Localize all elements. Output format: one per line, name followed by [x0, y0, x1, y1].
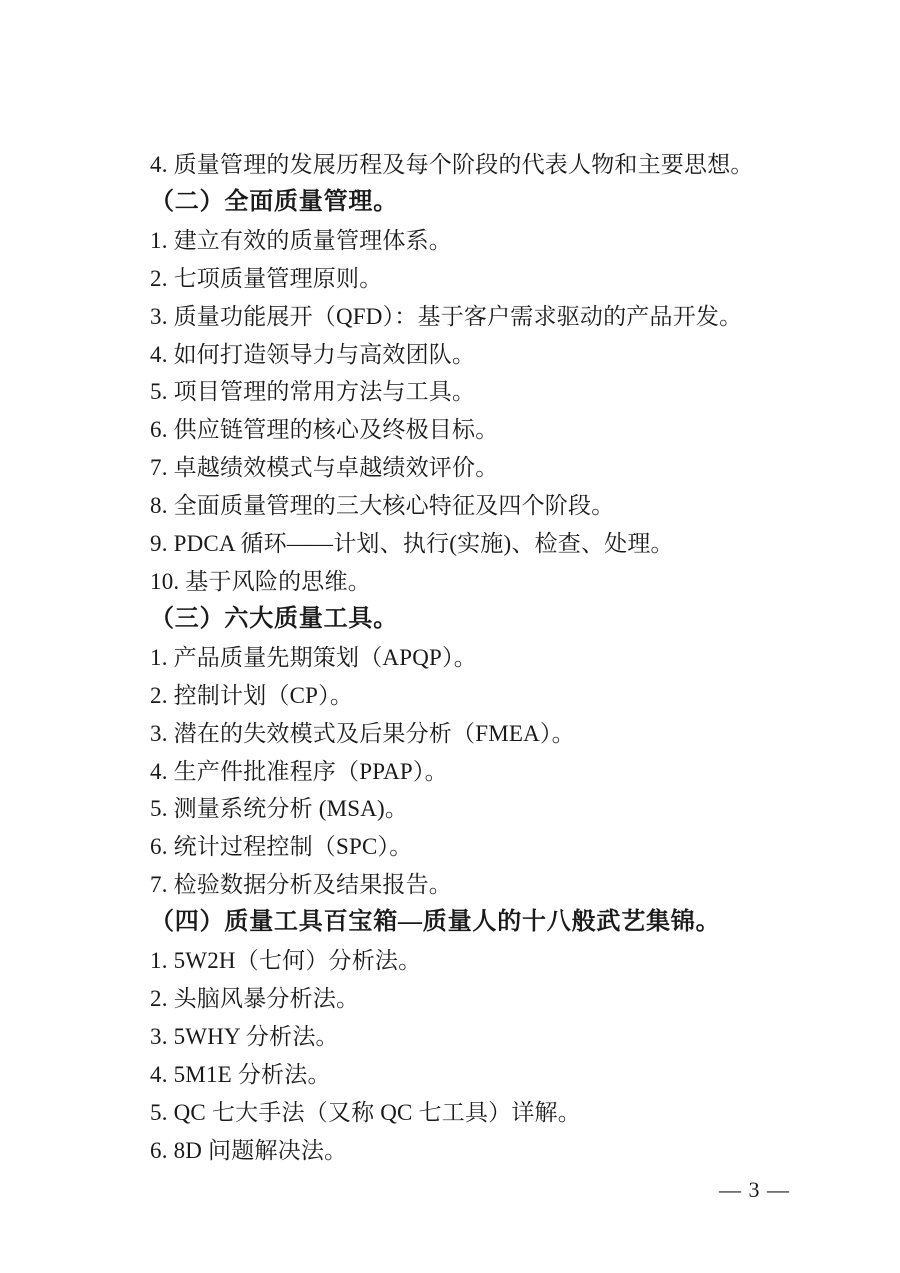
outline-item: 1. 产品质量先期策划（APQP）。	[150, 644, 477, 670]
page-number: — 3 —	[719, 1177, 790, 1202]
outline-item: 9. PDCA 循环——计划、执行(实施)、检查、处理。	[150, 531, 674, 557]
outline-item: 1. 建立有效的质量管理体系。	[150, 227, 452, 253]
outline-item: 3. 潜在的失效模式及后果分析（FMEA）。	[150, 720, 575, 746]
outline-item: 8. 全面质量管理的三大核心特征及四个阶段。	[150, 493, 615, 519]
outline-item: 6. 供应链管理的核心及终极目标。	[150, 417, 499, 443]
outline-item: 6. 8D 问题解决法。	[150, 1137, 348, 1163]
outline-item: 2. 头脑风暴分析法。	[150, 985, 360, 1011]
section-heading: （四）质量工具百宝箱—质量人的十八般武艺集锦。	[150, 909, 721, 936]
outline-item: 1. 5W2H（七何）分析法。	[150, 948, 422, 974]
outline-item: 4. 如何打造领导力与高效团队。	[150, 341, 476, 367]
outline-list	[150, 146, 790, 1169]
outline-item: 5. QC 七大手法（又称 QC 七工具）详解。	[150, 1099, 581, 1125]
outline-item: 10. 基于风险的思维。	[150, 568, 371, 594]
outline-item: 2. 控制计划（CP）。	[150, 682, 354, 708]
section-heading: （三）六大质量工具。	[150, 605, 398, 632]
outline-item: 6. 统计过程控制（SPC）。	[150, 834, 413, 860]
outline-item: 2. 七项质量管理原则。	[150, 265, 383, 291]
outline-item: 7. 卓越绩效模式与卓越绩效评价。	[150, 455, 499, 481]
outline-item: 5. 项目管理的常用方法与工具。	[150, 379, 476, 405]
outline-item: 4. 质量管理的发展历程及每个阶段的代表人物和主要思想。	[150, 152, 754, 177]
outline-item: 4. 5M1E 分析法。	[150, 1061, 331, 1087]
outline-item: 3. 质量功能展开（QFD）：基于客户需求驱动的产品开发。	[150, 303, 743, 329]
outline-item: 4. 生产件批准程序（PPAP）。	[150, 758, 448, 784]
outline-item: 7. 检验数据分析及结果报告。	[150, 872, 452, 898]
outline-item: 5. 测量系统分析 (MSA)。	[150, 796, 409, 822]
outline-item: 3. 5WHY 分析法。	[150, 1023, 339, 1049]
section-heading: （二）全面质量管理。	[150, 188, 398, 215]
